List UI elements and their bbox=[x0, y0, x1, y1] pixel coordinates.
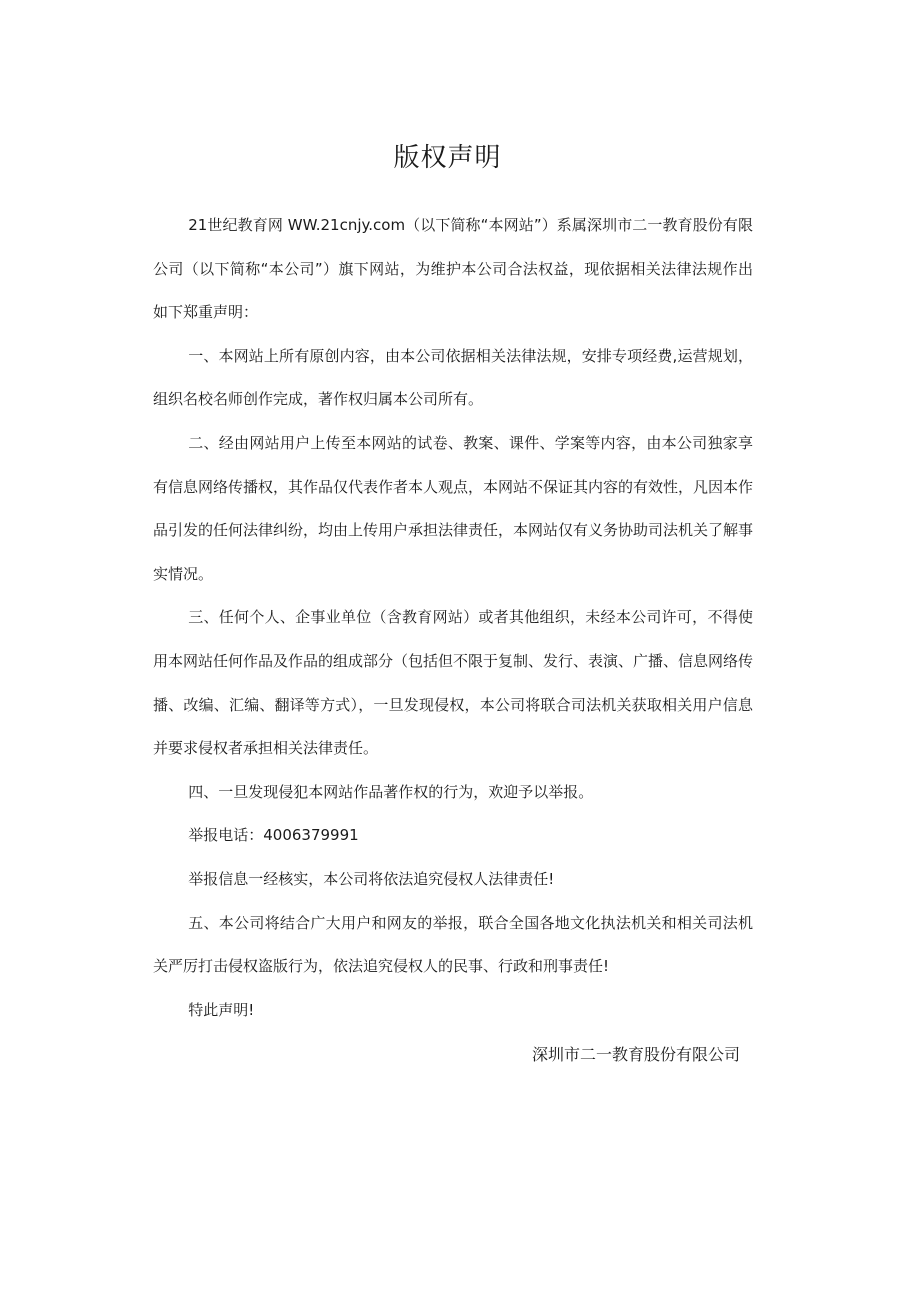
closing-statement: 特此声明! bbox=[188, 1000, 255, 1019]
document-body bbox=[153, 204, 753, 1032]
company-signature: 深圳市二一教育股份有限公司 bbox=[531, 1045, 740, 1064]
report-note: 举报信息一经核实，本公司将依法追究侵权人法律责任! bbox=[188, 869, 555, 888]
paragraph-clause-3: 三、任何个人、企事业单位（含教育网站）或者其他组织，未经本公司许可，不得使用本网站任何作品及作品的组成部分（包括但不限于复制、发行、表演、广播、信息网络传播、改编、汇编、翻译等方式），一旦发现侵权，本公司将联合司法机关获取相关用户信息并要求侵权者承担相关法律责任。 bbox=[153, 608, 754, 758]
paragraph-clause-4: 四、一旦发现侵犯本网站作品著作权的行为，欢迎予以举报。 bbox=[188, 782, 594, 801]
document-title: 版权声明 bbox=[393, 143, 502, 173]
report-phone: 举报电话：4006379991 bbox=[188, 826, 359, 845]
paragraph-intro: 21世纪教育网 WW.21cnjy.com（以下简称“本网站”）系属深圳市二一教育股份有限公司（以下简称“本公司”）旗下网站，为维护本公司合法权益，现依据相关法律法规作出如下郑重声明： bbox=[153, 216, 753, 322]
paragraph-clause-2: 二、经由网站用户上传至本网站的试卷、教案、课件、学案等内容，由本公司独家享有信息网络传播权，其作品仅代表作者本人观点，本网站不保证其内容的有效性，凡因本作品引发的任何法律纠纷，均由上传用户承担法律责任，本网站仅有义务协助司法机关了解事实情况。 bbox=[153, 433, 754, 583]
paragraph-clause-5: 五、本公司将结合广大用户和网友的举报，联合全国各地文化执法机关和相关司法机关严厉打击侵权盗版行为，依法追究侵权人的民事、行政和刑事责任! bbox=[153, 913, 753, 976]
paragraph-clause-1: 一、本网站上所有原创内容，由本公司依据相关法律法规，安排专项经费,运营规划，组织名校名师创作完成，著作权归属本公司所有。 bbox=[153, 346, 753, 409]
